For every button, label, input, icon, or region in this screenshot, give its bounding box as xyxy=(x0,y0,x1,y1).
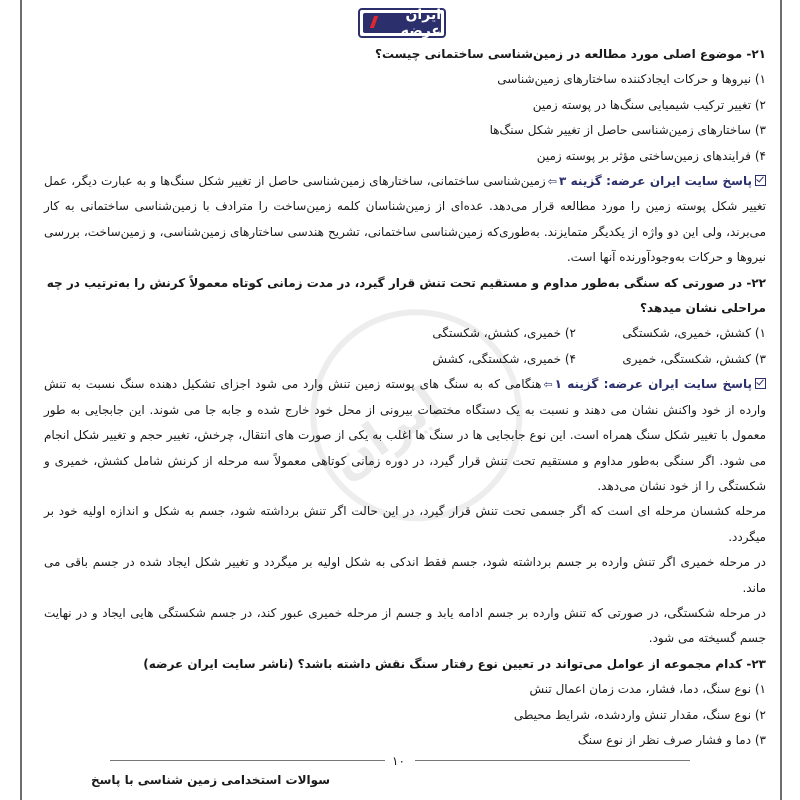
page-border-right xyxy=(780,0,782,800)
logo-text: ایران عرضه xyxy=(400,7,441,39)
options-row xyxy=(44,347,766,372)
page-number: ۱۰ xyxy=(392,754,405,768)
question-title: ۲۱- موضوع اصلی مورد مطالعه در زمین‌شناسی ساختمانی چیست؟ xyxy=(375,47,766,61)
watermark-logo: ایران xyxy=(247,249,584,581)
option-item: ۲) خمیری، کشش، شکستگی xyxy=(432,326,576,341)
option-item: ۳) دما و فشار صرف نظر از نوع سنگ xyxy=(577,732,766,747)
answer-paragraph xyxy=(44,169,766,271)
answer-paragraph: در مرحله شکستگی، در صورتی که تنش وارده بر جسم ادامه یابد و جسم از مرحله خمیری عبور کند، در جسم شکستگی هایی ایجاد و در نهایت جسم گسیخته می شود. xyxy=(44,605,766,646)
answer-label: پاسخ سایت ایران عرضه: گزینه ۳ xyxy=(558,174,752,189)
arrow-left-icon: ⇦ xyxy=(547,175,557,189)
page-header xyxy=(0,0,800,40)
answer-paragraph: در مرحله خمیری اگر تنش وارده بر جسم برداشته شود، جسم فقط اندکی به شکل اولیه بر میگردد و تغییر شکل ایجاد شده در جسم باقی می ماند. xyxy=(44,555,766,595)
option-item: ۲) نوع سنگ، مقدار تنش واردشده، شرایط محیطی xyxy=(513,707,766,722)
question-title: ۲۳- کدام مجموعه از عوامل می‌تواند در تعیین نوع رفتار سنگ نقش داشته باشد؟ (ناشر سایت ایران عرضه) xyxy=(143,656,766,671)
footer-title: سوالات استخدامی زمین شناسی با پاسخ xyxy=(90,773,330,787)
option-item: ۳) کشش، شکستگی، خمیری xyxy=(622,351,766,366)
option-item: ۱) نیروها و حرکات ایجادکننده ساختارهای زمین‌شناسی xyxy=(497,72,766,87)
answer-paragraph: مرحله کشسان مرحله ای است که اگر جسمی تحت تنش قرار گیرد، در این حالت اگر تنش برداشته شود، جسم به شکل و اندازه اولیه خود بر میگردد. xyxy=(44,504,766,544)
option-item: ۴) خمیری، شکستگی، کشش xyxy=(432,351,576,366)
option-item: ۱) نوع سنگ، دما، فشار، مدت زمان اعمال تنش xyxy=(529,682,766,697)
option-item: ۲) تغییر ترکیب شیمیایی سنگ‌ها در پوسته زمین xyxy=(532,97,766,112)
option-item: ۴) فرایندهای زمین‌ساختی مؤثر بر پوسته زمین xyxy=(536,148,766,163)
answer-paragraph xyxy=(44,372,766,499)
option-item: ۳) ساختارهای زمین‌شناسی حاصل از تغییر شکل سنگ‌ها xyxy=(489,123,766,138)
checkbox-icon xyxy=(755,175,766,186)
answer-text: زمین‌شناسی ساختمانی، ساختارهای زمین‌شناسی حاصل از تغییر شکل سنگ‌ها و به عبارت دیگر، عمل تغییر شکل پوسته زمین را مورد مطالعه قرار می‌دهد. عده‌ای از زمین‌شناسان کلمه زمین‌ساخت را مترادف با زمین‌شناسی ساختمانی به کار می‌برند، ولی این دو واژه از یکدیگر متمایزند. به‌طوری‌که زمین‌شناسی ساختمانی، تشریح هندسی ساختارهای زمین‌شناسی، و زمین‌ساخت، بررسی نیروها و حرکات به‌وجودآورنده آنها است. xyxy=(44,174,766,265)
question-title: ۲۲- در صورتی که سنگی به‌طور مداوم و مستقیم تحت تنش قرار گیرد، در مدت زمانی کوتاه معمولاً کرنش را به‌ترتیب در چه مراحلی نشان میدهد؟ xyxy=(46,275,766,316)
page-border-left xyxy=(20,0,22,800)
options-row xyxy=(44,321,766,346)
iran-arze-logo xyxy=(358,8,446,38)
option-item: ۱) کشش، خمیری، شکستگی xyxy=(622,326,766,341)
arrow-left-icon: ⇦ xyxy=(543,378,553,392)
checkbox-icon xyxy=(755,378,766,389)
answer-text: هنگامی که به سنگ های پوسته زمین تنش وارد می شود اجزای تشکیل دهنده سنگ نسبت به تنش وارده از خود واکنش نشان می دهند و نسبت به یک دستگاه مختصات بیرونی از محل خود خارج شده و جابه جا می شوند. این جابجایی به طور معمول با تغییر شکل سنگ همراه است. این نوع جابجایی ها در سنگ ها اغلب به یکی از صورت های انتقال، چرخش، تغییر حجم و تغییر شکل انجام می شود. اگر سنگی به‌طور مداوم و مستقیم تحت تنش قرار گیرد، در دوره زمانی کوتاهی معمولاً سه مرحله از کرنش شامل کشش، خمیری و شکستگی را از خود نشان می‌دهد. xyxy=(44,377,766,493)
document-body xyxy=(44,42,766,753)
answer-label: پاسخ سایت ایران عرضه: گزینه ۱ xyxy=(554,377,752,392)
